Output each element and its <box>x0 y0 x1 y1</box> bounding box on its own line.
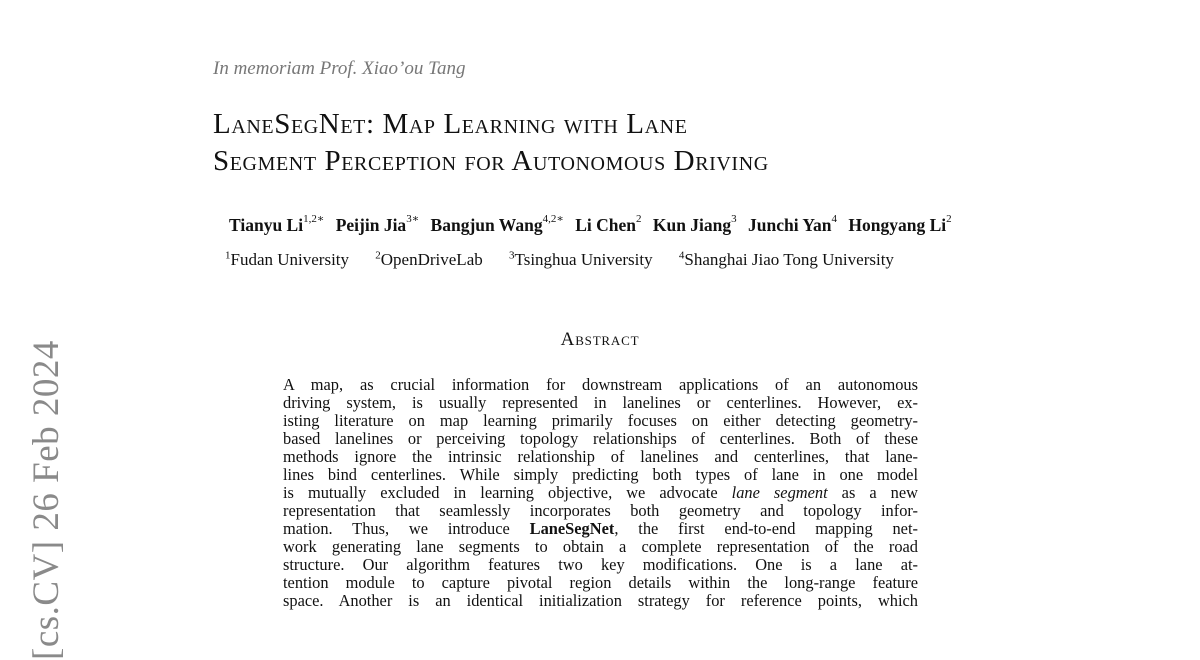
author: Li Chen$^2$ <box>575 213 642 235</box>
emphasis-lane-segment: lane segment <box>731 484 828 502</box>
affiliation: $^3$Tsinghua University <box>509 249 653 269</box>
abstract-line: work generating lane segments to obtain a complete representation of the road <box>283 538 918 556</box>
abstract-line: lines bind centerlines. While simply predicting both types of lane in one model <box>283 466 918 484</box>
abstract-line: isting literature on map learning primarily focuses on either detecting geometry- <box>283 412 918 430</box>
memoriam-note: In memoriam Prof. Xiao’ou Tang <box>213 58 466 79</box>
method-name: LaneSegNet <box>529 520 615 538</box>
title-line-1: LaneSegNet: Map Learning with Lane <box>213 108 688 140</box>
arxiv-stamp: [cs.CV] 26 Feb 2024 <box>26 340 67 660</box>
abstract-line: based lanelines or perceiving topology relationships of centerlines. Both of these <box>283 430 918 448</box>
abstract-body <box>283 376 918 610</box>
paper-title <box>213 106 1033 180</box>
abstract-line: space. Another is an identical initialization strategy for reference points, which <box>283 592 918 610</box>
author-list <box>229 215 959 236</box>
author: Peijin Jia$^{3∗}$ <box>335 213 420 235</box>
abstract-line: methods ignore the intrinsic relationship of lanelines and centerlines, that lane- <box>283 448 918 466</box>
abstract-line: driving system, is usually represented in lanelines or centerlines. However, ex- <box>283 394 918 412</box>
abstract-line: is mutually excluded in learning objective, we advocate lane segment as a new <box>283 484 918 502</box>
abstract-line: mation. Thus, we introduce LaneSegNet, the first end-to-end mapping net- <box>283 520 918 538</box>
affiliation-list <box>225 250 916 270</box>
title-line-2: Segment Perception for Autonomous Driving <box>213 145 769 177</box>
abstract-line: structure. Our algorithm features two key modifications. One is a lane at- <box>283 556 918 574</box>
author: Kun Jiang$^3$ <box>652 213 737 235</box>
abstract-line: representation that seamlessly incorporates both geometry and topology infor- <box>283 502 918 520</box>
affiliation: $^2$OpenDriveLab <box>375 249 483 269</box>
abstract-heading: Abstract <box>560 329 640 350</box>
affiliation: $^4$Shanghai Jiao Tong University <box>678 249 894 269</box>
author: Junchi Yan$^4$ <box>748 213 838 235</box>
affiliation: $^1$Fudan University <box>225 249 350 269</box>
author: Tianyu $Li^{1,2∗}$ <box>229 213 325 235</box>
author: Hongyang Li$^2$ <box>848 213 952 235</box>
author: Bangjun Wang$^{4,2∗}$ <box>430 213 564 235</box>
abstract-line: tention module to capture pivotal region details within the long-range feature <box>283 574 918 592</box>
abstract-line: A map, as crucial information for downstream applications of an autonomous <box>283 376 918 394</box>
